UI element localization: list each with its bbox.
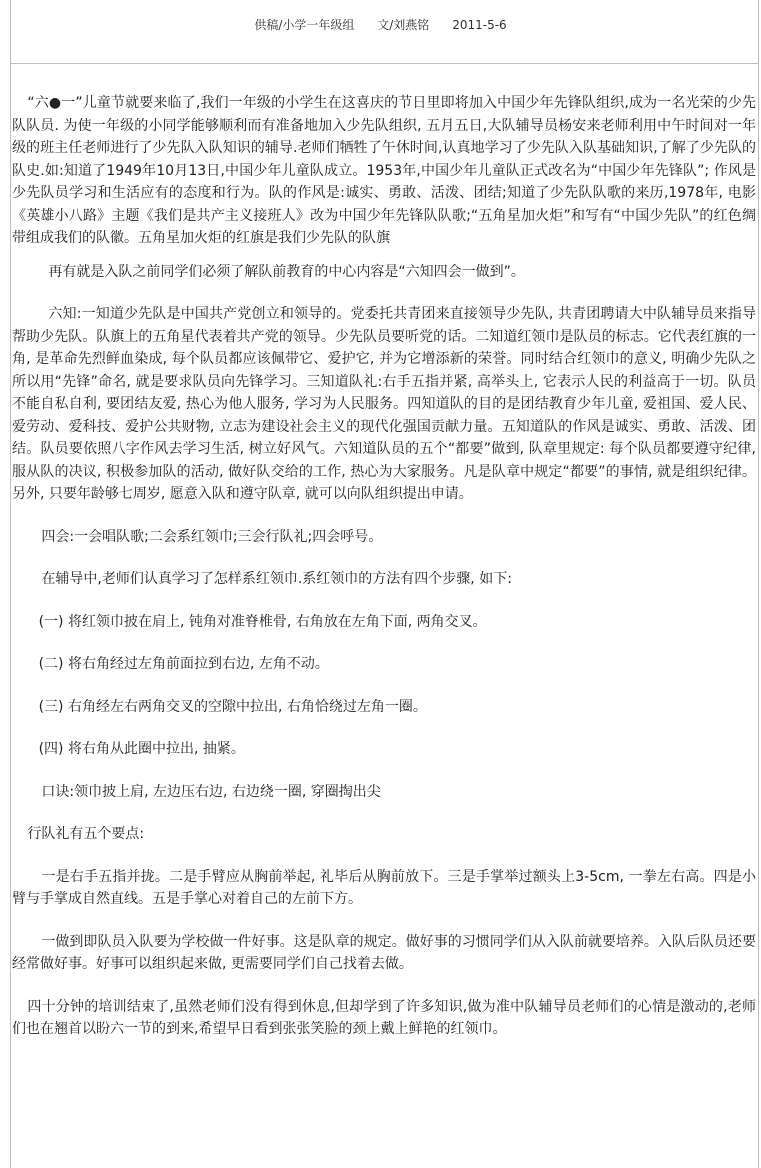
four-can-paragraph: 四会:一会唱队歌;二会系红领巾;三会行队礼;四会呼号。 bbox=[41, 528, 383, 545]
header-divider bbox=[10, 63, 759, 64]
scarf-step-2: (二) 将右角经过左角前面拉到右边, 左角不动。 bbox=[38, 656, 329, 672]
scarf-step-1: (一) 将红领巾披在肩上, 钝角对准脊椎骨, 右角放在左角下面, 两角交叉。 bbox=[38, 613, 487, 630]
scarf-intro-paragraph: 在辅导中,老师们认真学习了怎样系红领巾.系红领巾的方法有四个步骤, 如下: bbox=[41, 571, 512, 587]
one-do-paragraph: 一做到即队员入队要为学校做一件好事。这是队章的规定。做好事的习惯同学们从入队前就要培养。入队后队员还要经常做好事。好事可以组织起来做, 更需要同学们自己找着去做。 bbox=[12, 933, 756, 972]
article-author: 文/刘燕铭 bbox=[377, 18, 430, 32]
salute-title: 行队礼有五个要点: bbox=[27, 826, 145, 842]
salute-points-paragraph: 一是右手五指并拢。二是手臂应从胸前举起, 礼毕后从胸前放下。三是手掌举过额头上3-5cm, 一拳左右高。四是小臂与手掌成自然直线。五是手掌心对着自己的左前下方。 bbox=[12, 868, 756, 907]
article-body bbox=[12, 92, 756, 1041]
scarf-rhyme: 口诀:领巾披上肩, 左边压右边, 右边绕一圈, 穿圈掏出尖 bbox=[41, 783, 381, 800]
article-category: 供稿/小学一年级组 bbox=[254, 18, 355, 32]
scarf-step-4: (四) 将右角从此圈中拉出, 抽紧。 bbox=[38, 741, 245, 757]
ending-paragraph: 四十分钟的培训结束了,虽然老师们没有得到休息,但却学到了许多知识,做为准中队辅导员老师们的心情是激动的,老师们也在翘首以盼六一节的到来,希望早日看到张张笑脸的颈上戴上鲜艳的红领巾。 bbox=[12, 998, 756, 1037]
core-paragraph: 再有就是入队之前同学们必须了解队前教育的中心内容是“六知四会一做到”。 bbox=[48, 263, 525, 280]
scarf-step-3: (三) 右角经左右两角交叉的空隙中拉出, 右角恰绕过左角一圈。 bbox=[38, 698, 427, 715]
article-meta bbox=[0, 16, 761, 33]
intro-paragraph: “六●一”儿童节就要来临了,我们一年级的小学生在这喜庆的节日里即将加入中国少年先锋队组织,成为一名光荣的少先队队员. 为使一年级的小同学能够顺利而有准备地加入少先队组织, 五月五日,大队辅导员杨安来老师利用中午时间对一年级的班主任老师进行了少先队入队知识的辅导.老师们牺牲了午休时间,认真地学习了少先队入队基础知识,了解了少先队的队史.如:知道了1949年10月13日,中国少年儿童队成立。1953年,中国少年儿童队正式改名为“中国少年先锋队”; 作风是少先队员学习和生活应有的态度和行为。队的作风是:诚实、勇敢、活泼、团结;知道了少先队队歌的来历,1978年, 电影《英雄小八路》主题《我们是共产主义接班人》改为中国少年先锋队队歌;“五角星加火炬”和写有“中国少先队”的红色绸带组成我们的队徽。五角星加火炬的红旗是我们少先队的队旗 bbox=[12, 95, 756, 246]
article-date: 2011-5-6 bbox=[452, 18, 507, 32]
six-know-paragraph: 六知:一知道少先队是中国共产党创立和领导的。党委托共青团来直接领导少先队, 共青团聘请大中队辅导员来指导帮助少先队。队旗上的五角星代表着共产党的领导。少先队员要听党的话。二知道红领巾是队员的标志。它代表红旗的一角, 是革命先烈鲜血染成, 每个队员都应该佩带它、爱护它, 并为它增添新的荣誉。同时结合红领巾的意义, 明确少先队之所以用“先锋”命名, 就是要求队员向先锋学习。三知道队礼:右手五指并紧, 高举头上, 它表示人民的利益高于一切。队员不能自私自利, 要团结友爱, 热心为他人服务, 学习为人民服务。四知道队的目的是团结教育少年儿童, 爱祖国、爱人民、爱劳动、爱科技、爱护公共财物, 立志为建设社会主义的现代化强国贡献力量。五知道队的作风是诚实、勇敢、活泼、团结。队员要依照八字作风去学习生活, 树立好风气。六知道队员的五个“都要”做到, 队章里规定: 每个队员都要遵守纪律, 服从队的决议, 积极参加队的活动, 做好队交给的工作, 热心为大家服务。凡是队章中规定“都要”的事情, 就是组织纪律。另外, 只要年龄够七周岁, 愿意入队和遵守队章, 就可以向队组织提出申请。 bbox=[12, 306, 756, 502]
